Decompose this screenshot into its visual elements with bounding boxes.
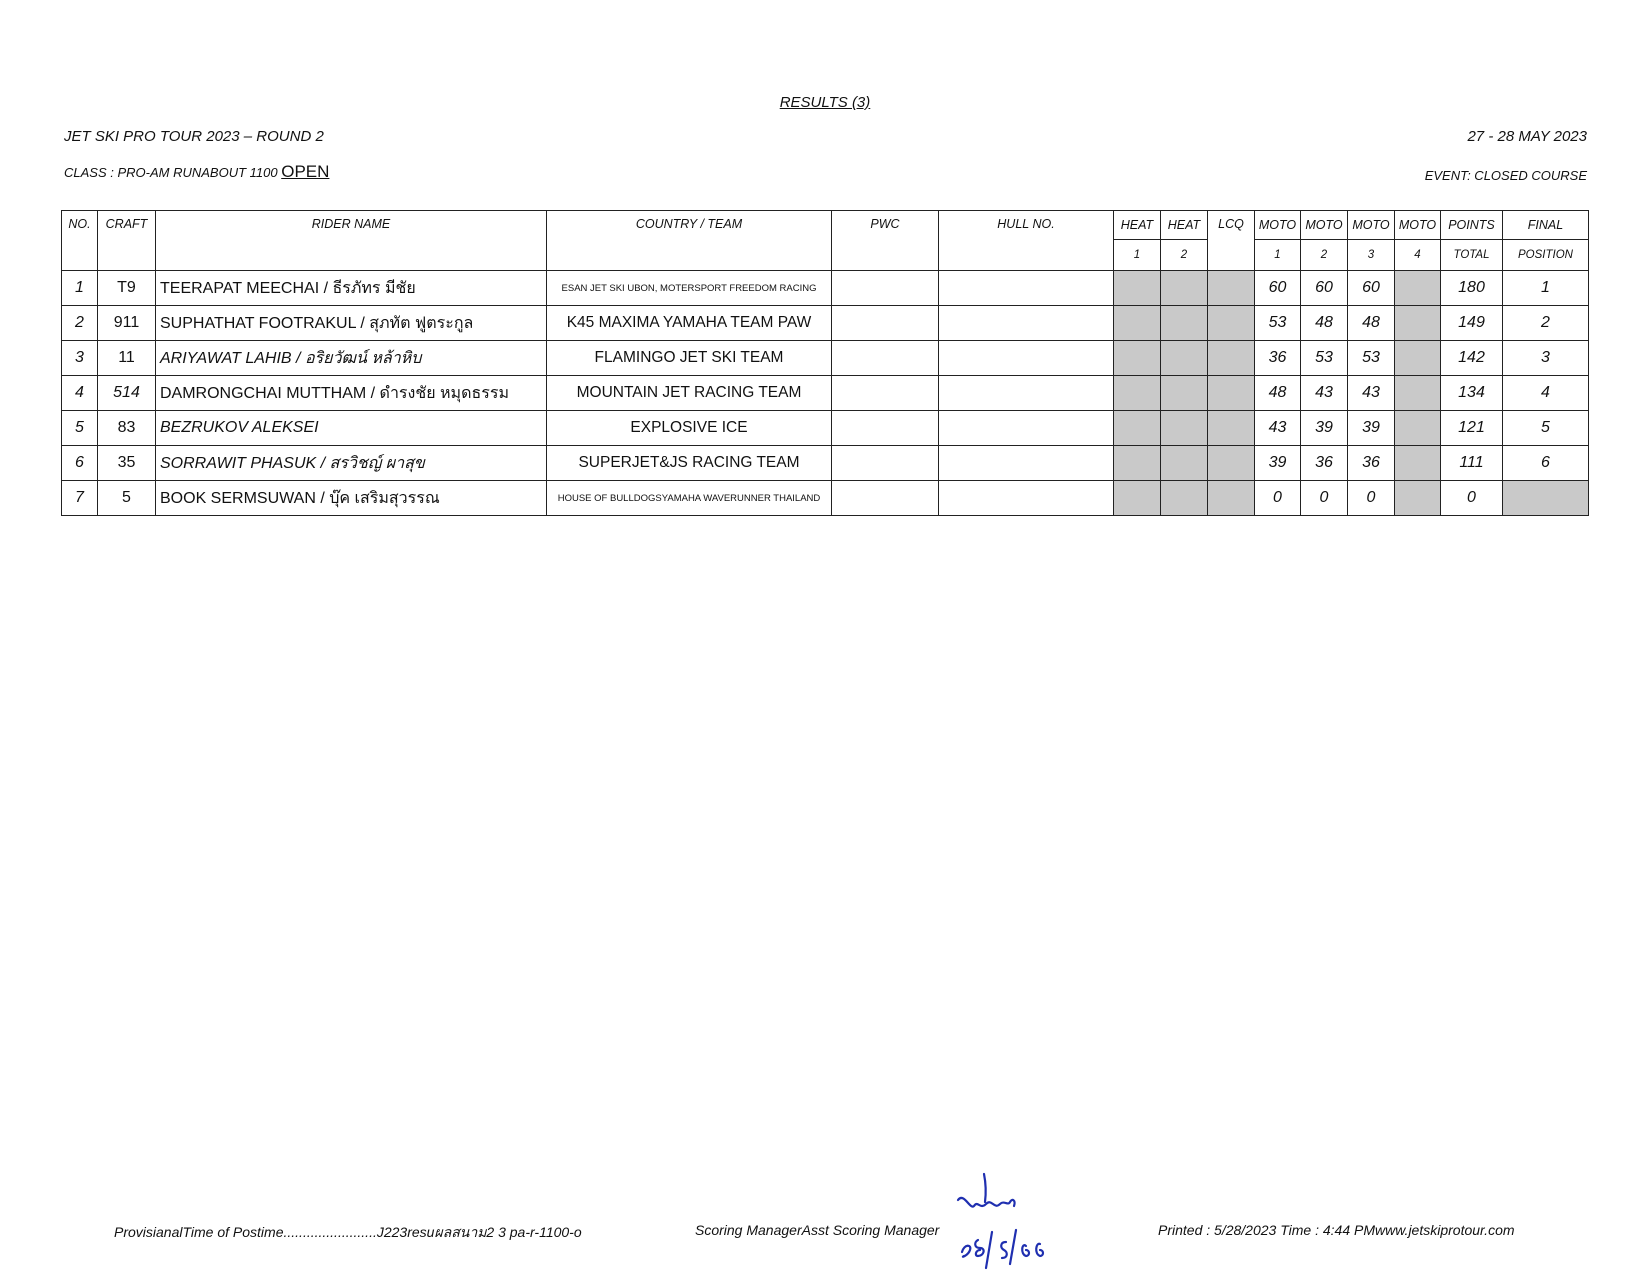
col-points-bottom: TOTAL: [1441, 240, 1503, 271]
col-final-top: FINAL: [1503, 211, 1589, 240]
cell-rider: BEZRUKOV ALEKSEI: [156, 411, 547, 446]
col-moto2-top: MOTO: [1301, 211, 1348, 240]
cell-heat1: [1114, 411, 1161, 446]
cell-lcq: [1208, 271, 1255, 306]
cell-heat1: [1114, 481, 1161, 516]
cell-heat2: [1161, 411, 1208, 446]
cell-craft: 35: [98, 446, 156, 481]
cell-moto3: 0: [1348, 481, 1395, 516]
footer-scoring: Scoring ManagerAsst Scoring Manager: [695, 1222, 940, 1238]
cell-pwc: [832, 271, 939, 306]
col-heat1-bottom: 1: [1114, 240, 1161, 271]
table-row: [62, 306, 1589, 341]
cell-pwc: [832, 481, 939, 516]
cell-lcq: [1208, 306, 1255, 341]
cell-points: 0: [1441, 481, 1503, 516]
cell-hull: [939, 306, 1114, 341]
class-suffix: OPEN: [281, 162, 330, 181]
cell-moto4: [1395, 306, 1441, 341]
cell-moto4: [1395, 271, 1441, 306]
cell-craft: 11: [98, 341, 156, 376]
cell-craft: 83: [98, 411, 156, 446]
cell-moto3: 36: [1348, 446, 1395, 481]
cell-heat1: [1114, 376, 1161, 411]
col-heat2-bottom: 2: [1161, 240, 1208, 271]
results-title: RESULTS (3): [779, 94, 871, 111]
col-moto2-bottom: 2: [1301, 240, 1348, 271]
cell-moto4: [1395, 411, 1441, 446]
cell-moto4: [1395, 446, 1441, 481]
cell-pwc: [832, 376, 939, 411]
cell-lcq: [1208, 341, 1255, 376]
footer-provisional: ProvisianalTime of Postime........................J223resuผลสนาม2 3 pa-r-1100-o: [114, 1224, 582, 1240]
cell-no: 4: [62, 376, 98, 411]
col-lcq: LCQ: [1208, 211, 1255, 271]
cell-hull: [939, 481, 1114, 516]
cell-final: 1: [1503, 271, 1589, 306]
footer-printed: Printed : 5/28/2023 Time : 4:44 PMwww.jetskiprotour.com: [1158, 1222, 1515, 1238]
cell-lcq: [1208, 481, 1255, 516]
cell-no: 1: [62, 271, 98, 306]
cell-hull: [939, 446, 1114, 481]
col-heat1-top: HEAT: [1114, 211, 1161, 240]
table-row: [62, 271, 1589, 306]
cell-final: 2: [1503, 306, 1589, 341]
cell-moto1: 0: [1255, 481, 1301, 516]
event-dates: 27 - 28 MAY 2023: [1467, 128, 1587, 145]
cell-points: 111: [1441, 446, 1503, 481]
cell-moto3: 43: [1348, 376, 1395, 411]
cell-final: 6: [1503, 446, 1589, 481]
col-craft: CRAFT: [98, 211, 156, 271]
cell-heat2: [1161, 376, 1208, 411]
cell-team: ESAN JET SKI UBON, MOTERSPORT FREEDOM RACING: [547, 271, 832, 306]
cell-hull: [939, 376, 1114, 411]
cell-heat1: [1114, 341, 1161, 376]
cell-final: 4: [1503, 376, 1589, 411]
cell-moto2: 48: [1301, 306, 1348, 341]
cell-moto4: [1395, 341, 1441, 376]
table-row: [62, 341, 1589, 376]
cell-heat2: [1161, 341, 1208, 376]
table-row: [62, 411, 1589, 446]
cell-team: K45 MAXIMA YAMAHA TEAM PAW: [547, 306, 832, 341]
cell-moto3: 60: [1348, 271, 1395, 306]
cell-hull: [939, 341, 1114, 376]
cell-moto2: 36: [1301, 446, 1348, 481]
cell-rider: SORRAWIT PHASUK / สรวิชญ์ ผาสุข: [156, 446, 547, 481]
cell-final: 5: [1503, 411, 1589, 446]
cell-points: 149: [1441, 306, 1503, 341]
col-hull: HULL NO.: [939, 211, 1114, 271]
cell-moto4: [1395, 481, 1441, 516]
cell-team: FLAMINGO JET SKI TEAM: [547, 341, 832, 376]
col-moto1-bottom: 1: [1255, 240, 1301, 271]
cell-pwc: [832, 341, 939, 376]
col-points-top: POINTS: [1441, 211, 1503, 240]
cell-moto1: 43: [1255, 411, 1301, 446]
col-moto3-bottom: 3: [1348, 240, 1395, 271]
cell-moto2: 43: [1301, 376, 1348, 411]
col-team: COUNTRY / TEAM: [547, 211, 832, 271]
col-final-bottom: POSITION: [1503, 240, 1589, 271]
cell-rider: SUPHATHAT FOOTRAKUL / สุภทัต ฟูตระกูล: [156, 306, 547, 341]
cell-final: [1503, 481, 1589, 516]
class-prefix: CLASS : PRO-AM RUNABOUT 1100: [64, 165, 278, 180]
cell-craft: T9: [98, 271, 156, 306]
cell-moto4: [1395, 376, 1441, 411]
class-line: [64, 162, 329, 182]
cell-hull: [939, 411, 1114, 446]
col-moto3-top: MOTO: [1348, 211, 1395, 240]
cell-heat1: [1114, 446, 1161, 481]
cell-rider: BOOK SERMSUWAN / บุ๊ค เสริมสุวรรณ: [156, 481, 547, 516]
cell-heat2: [1161, 481, 1208, 516]
cell-no: 7: [62, 481, 98, 516]
cell-rider: TEERAPAT MEECHAI / ธีรภัทร มีชัย: [156, 271, 547, 306]
col-moto1-top: MOTO: [1255, 211, 1301, 240]
cell-hull: [939, 271, 1114, 306]
cell-no: 2: [62, 306, 98, 341]
col-no: NO.: [62, 211, 98, 271]
table-row: [62, 446, 1589, 481]
cell-heat2: [1161, 306, 1208, 341]
table-row: [62, 376, 1589, 411]
cell-heat2: [1161, 446, 1208, 481]
cell-craft: 514: [98, 376, 156, 411]
cell-moto1: 39: [1255, 446, 1301, 481]
cell-no: 6: [62, 446, 98, 481]
cell-moto1: 60: [1255, 271, 1301, 306]
cell-moto2: 60: [1301, 271, 1348, 306]
cell-moto3: 53: [1348, 341, 1395, 376]
cell-pwc: [832, 411, 939, 446]
cell-team: EXPLOSIVE ICE: [547, 411, 832, 446]
cell-rider: DAMRONGCHAI MUTTHAM / ดำรงชัย หมุดธรรม: [156, 376, 547, 411]
cell-lcq: [1208, 376, 1255, 411]
col-moto4-bottom: 4: [1395, 240, 1441, 271]
col-rider: RIDER NAME: [156, 211, 547, 271]
cell-points: 180: [1441, 271, 1503, 306]
cell-heat1: [1114, 271, 1161, 306]
cell-heat1: [1114, 306, 1161, 341]
cell-moto2: 0: [1301, 481, 1348, 516]
cell-lcq: [1208, 411, 1255, 446]
table-row: [62, 481, 1589, 516]
event-type: EVENT: CLOSED COURSE: [1424, 168, 1587, 183]
cell-moto2: 53: [1301, 341, 1348, 376]
cell-team: SUPERJET&JS RACING TEAM: [547, 446, 832, 481]
cell-no: 5: [62, 411, 98, 446]
cell-rider: ARIYAWAT LAHIB / อริยวัฒน์ หล้าหิบ: [156, 341, 547, 376]
cell-craft: 5: [98, 481, 156, 516]
event-name: JET SKI PRO TOUR 2023 – ROUND 2: [64, 128, 324, 145]
handwritten-signature: [950, 1170, 1060, 1270]
cell-moto2: 39: [1301, 411, 1348, 446]
cell-pwc: [832, 446, 939, 481]
cell-moto1: 53: [1255, 306, 1301, 341]
cell-team: MOUNTAIN JET RACING TEAM: [547, 376, 832, 411]
header-row-top: [62, 211, 1589, 240]
cell-lcq: [1208, 446, 1255, 481]
cell-moto3: 48: [1348, 306, 1395, 341]
col-pwc: PWC: [832, 211, 939, 271]
cell-team: HOUSE OF BULLDOGSYAMAHA WAVERUNNER THAILAND: [547, 481, 832, 516]
cell-moto1: 36: [1255, 341, 1301, 376]
cell-points: 142: [1441, 341, 1503, 376]
col-moto4-top: MOTO: [1395, 211, 1441, 240]
cell-heat2: [1161, 271, 1208, 306]
results-table: [61, 210, 1589, 516]
cell-moto1: 48: [1255, 376, 1301, 411]
cell-craft: 911: [98, 306, 156, 341]
cell-pwc: [832, 306, 939, 341]
cell-no: 3: [62, 341, 98, 376]
cell-points: 121: [1441, 411, 1503, 446]
cell-final: 3: [1503, 341, 1589, 376]
cell-points: 134: [1441, 376, 1503, 411]
col-heat2-top: HEAT: [1161, 211, 1208, 240]
cell-moto3: 39: [1348, 411, 1395, 446]
